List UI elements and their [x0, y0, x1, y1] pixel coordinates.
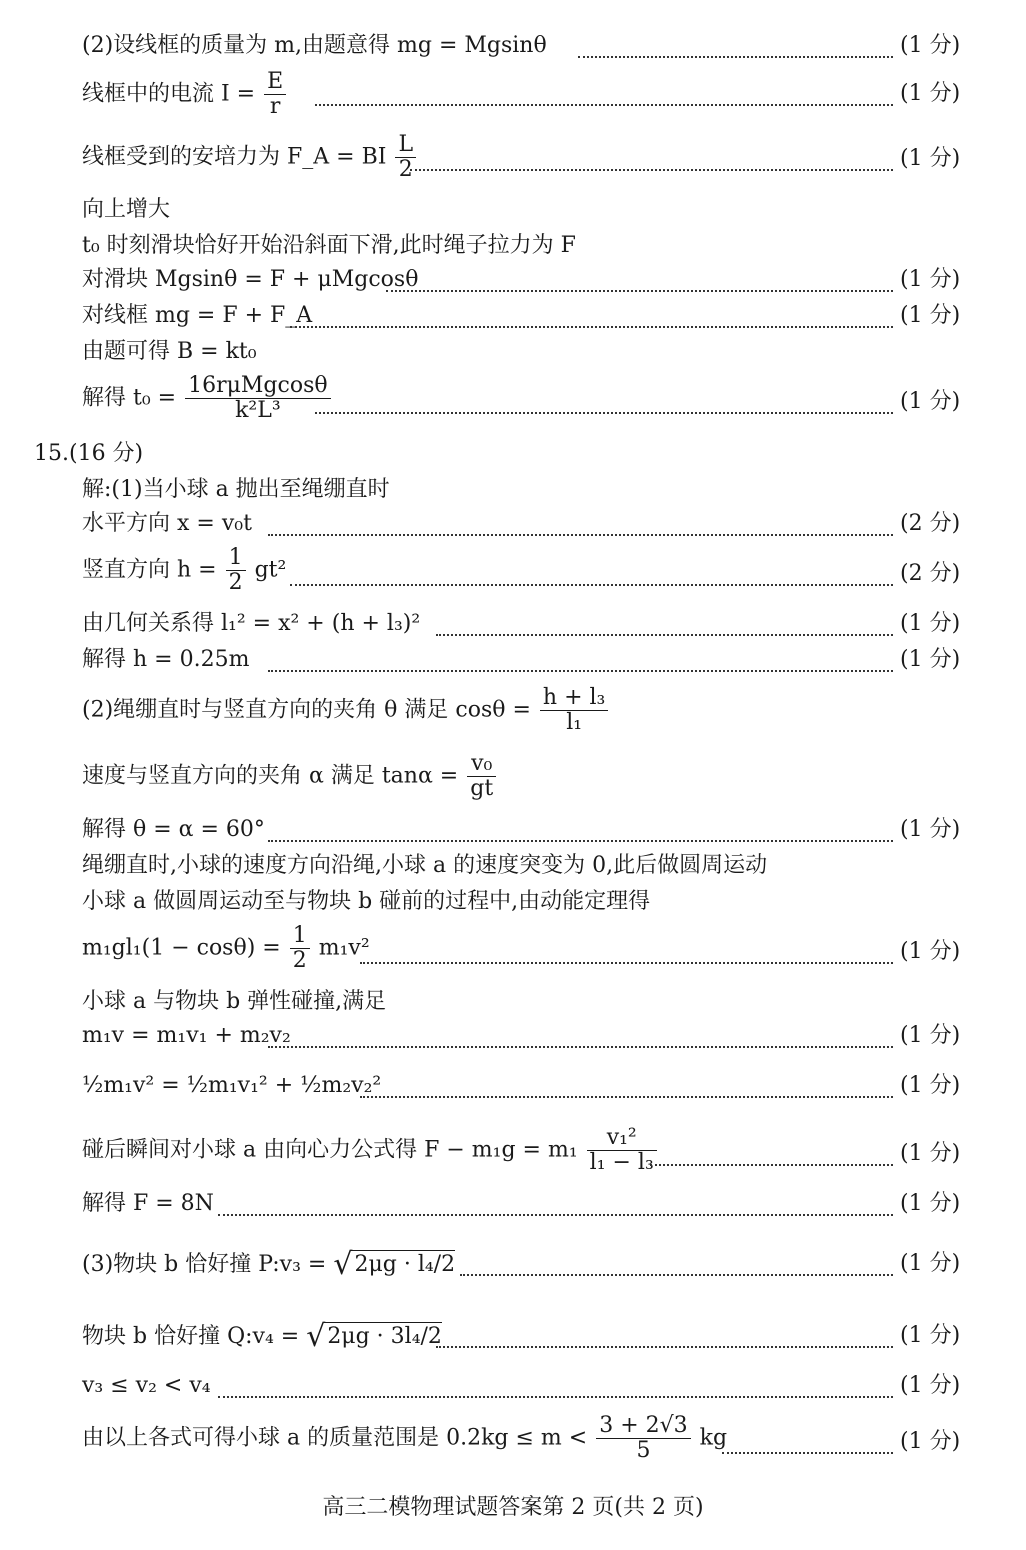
fraction [587, 1126, 657, 1175]
score-label: (1 分) [900, 267, 961, 292]
line-text: 由题可得 B = kt₀ [82, 339, 257, 364]
score-label: (1 分) [900, 1023, 961, 1048]
dot-leader [360, 962, 893, 964]
line-text: v₃ ≤ v₂ < v₄ [82, 1373, 211, 1398]
score-label: (1 分) [900, 1141, 961, 1166]
line-text: t₀ 时刻滑块恰好开始沿斜面下滑,此时绳子拉力为 F [82, 233, 576, 258]
fraction [395, 133, 416, 182]
radicand: 2μg · l₄/2 [354, 1252, 456, 1277]
dot-leader [268, 1046, 893, 1048]
radicand: 2μg · 3l₄/2 [327, 1324, 442, 1349]
dot-leader [410, 169, 893, 171]
score-label: (1 分) [900, 647, 961, 672]
fraction [596, 1414, 690, 1463]
score-label: (1 分) [900, 817, 961, 842]
dot-leader [315, 412, 893, 414]
score-label: (2 分) [900, 511, 961, 536]
fraction-denominator: gt [470, 776, 494, 801]
line-text: 解得 θ = α = 60° [82, 817, 265, 842]
line-text: 绳绷直时,小球的速度方向沿绳,小球 a 的速度突变为 0,此后做圆周运动 [82, 853, 768, 878]
line-text: 水平方向 x = v₀t [82, 511, 252, 536]
line-text: 由几何关系得 l₁² = x² + (h + l₃)² [82, 611, 421, 636]
line-text: 小球 a 做圆周运动至与物块 b 碰前的过程中,由动能定理得 [82, 889, 651, 914]
line-text: m₁gl₁(1 − cosθ) = [82, 935, 281, 961]
line-math [82, 752, 498, 801]
line-text: 速度与竖直方向的夹角 α 满足 tanα = [82, 763, 459, 789]
line-math [82, 1414, 727, 1463]
line-math [82, 1319, 442, 1354]
fraction-numerator: E [264, 70, 286, 95]
fraction-denominator: 2 [228, 570, 243, 595]
fraction-denominator: r [269, 94, 281, 119]
line-text: 竖直方向 h = [82, 557, 217, 583]
fraction-numerator: h + l₃ [540, 686, 608, 711]
score-label: (1 分) [900, 1323, 961, 1348]
dot-leader [268, 670, 893, 672]
line-text: 碰后瞬间对小球 a 由向心力公式得 F − m₁g = m₁ [82, 1137, 578, 1163]
line-text: m₁v = m₁v₁ + m₂v₂ [82, 1023, 291, 1048]
fraction-denominator: l₁ − l₃ [589, 1150, 654, 1175]
score-label: (1 分) [900, 33, 961, 58]
score-label: (1 分) [900, 1191, 961, 1216]
score-label: (1 分) [900, 1373, 961, 1398]
line-text: 线框中的电流 I = [82, 81, 256, 107]
fraction-denominator: 2 [292, 948, 307, 973]
line-text-after: kg [699, 1425, 728, 1451]
score-label: (1 分) [900, 146, 961, 171]
dot-leader [290, 584, 893, 586]
line-text: 线框受到的安培力为 F_A = BI [82, 144, 387, 170]
radical-sign: √ [333, 1247, 353, 1282]
fraction [226, 546, 246, 595]
dot-leader [360, 1096, 893, 1098]
fraction [264, 70, 286, 119]
line-math [82, 686, 610, 735]
line-math [82, 374, 333, 423]
line-text: 向上增大 [82, 197, 171, 222]
score-label: (1 分) [900, 1251, 961, 1276]
dot-leader [315, 104, 893, 106]
dot-leader [218, 1396, 893, 1398]
dot-leader [578, 56, 893, 58]
score-label: (1 分) [900, 389, 961, 414]
line-text-after: gt² [254, 557, 287, 583]
score-label: (1 分) [900, 611, 961, 636]
line-text: 解:(1)当小球 a 抛出至绳绷直时 [82, 477, 390, 502]
fraction-denominator: k²L³ [235, 398, 281, 423]
line-text: 物块 b 恰好撞 Q:v₄ = [82, 1324, 300, 1349]
line-text: 解得 h = 0.25m [82, 647, 250, 672]
dot-leader [386, 290, 893, 292]
dot-leader [268, 840, 893, 842]
line-math [82, 70, 288, 119]
line-text: (2)设线框的质量为 m,由题意得 mg = Mgsinθ [82, 33, 547, 58]
line-text: 小球 a 与物块 b 弹性碰撞,满足 [82, 989, 387, 1014]
fraction-denominator: 2 [398, 157, 413, 182]
fraction [185, 374, 331, 423]
score-label: (1 分) [900, 1073, 961, 1098]
fraction-denominator: l₁ [566, 710, 583, 735]
line-math [82, 546, 286, 595]
fraction-numerator: 3 + 2√3 [596, 1414, 690, 1439]
line-math [82, 133, 418, 182]
fraction-numerator: v₁² [587, 1126, 657, 1151]
fraction [540, 686, 608, 735]
line-text: 由以上各式可得小球 a 的质量范围是 0.2kg ≤ m < [82, 1425, 588, 1451]
radical-sign: √ [306, 1319, 326, 1354]
dot-leader [218, 1214, 893, 1216]
line-text: (2)绳绷直时与竖直方向的夹角 θ 满足 cosθ = [82, 697, 531, 723]
fraction-numerator: 1 [290, 924, 310, 949]
line-text: 解得 t₀ = [82, 385, 177, 411]
dot-leader [650, 1164, 893, 1166]
score-label: (1 分) [900, 939, 961, 964]
line-text-after: m₁v² [318, 935, 370, 961]
line-math [82, 924, 370, 973]
score-label: (1 分) [900, 81, 961, 106]
fraction-denominator: 5 [636, 1438, 651, 1463]
dot-leader [436, 1346, 893, 1348]
score-label: (1 分) [900, 303, 961, 328]
fraction-numerator: 16rμMgcosθ [185, 374, 331, 399]
fraction [290, 924, 310, 973]
score-label: (1 分) [900, 1429, 961, 1454]
line-text: 解得 F = 8N [82, 1191, 214, 1216]
dot-leader [722, 1452, 893, 1454]
fraction-numerator: 1 [226, 546, 246, 571]
line-math [82, 1126, 659, 1175]
line-text: (3)物块 b 恰好撞 P:v₃ = [82, 1252, 327, 1277]
fraction-numerator: L [395, 133, 416, 158]
question-number: 15.(16 分) [34, 441, 144, 466]
line-text: 对线框 mg = F + F_A [82, 303, 313, 328]
score-label: (2 分) [900, 561, 961, 586]
dot-leader [268, 534, 893, 536]
page-footer: 高三二模物理试题答案第 2 页(共 2 页) [322, 1495, 704, 1520]
dot-leader [436, 634, 893, 636]
dot-leader [460, 1274, 893, 1276]
line-math [82, 1247, 456, 1282]
dot-leader [290, 326, 893, 328]
fraction [467, 752, 496, 801]
fraction-numerator: v₀ [467, 752, 496, 777]
line-text: 对滑块 Mgsinθ = F + μMgcosθ [82, 267, 419, 292]
line-text: ½m₁v² = ½m₁v₁² + ½m₂v₂² [82, 1073, 382, 1098]
